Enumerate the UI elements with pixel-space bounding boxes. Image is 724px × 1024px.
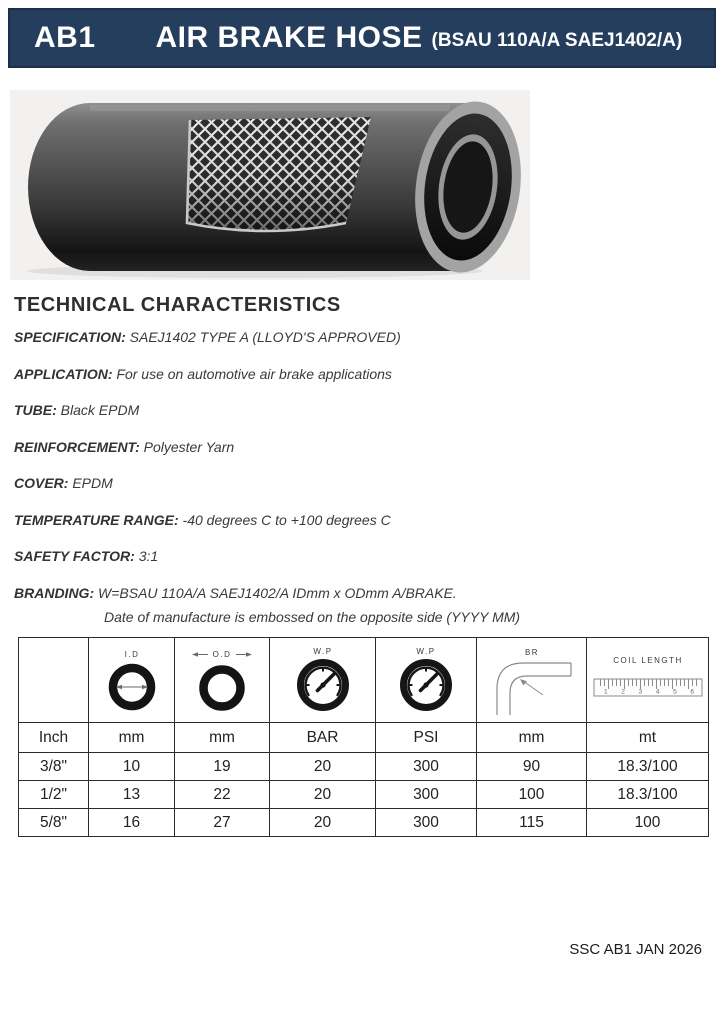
wp-psi-cell: 300	[376, 781, 477, 809]
outer-diameter-header-cell	[175, 638, 270, 723]
unit-cell: PSI	[376, 723, 477, 753]
ruler-numbers: 1 2 3 4 5 6	[603, 688, 694, 696]
unit-cell: mm	[175, 723, 270, 753]
icon-label: O.D	[212, 650, 232, 659]
section-title: TECHNICAL CHARACTERISTICS	[14, 294, 341, 316]
wp-bar-cell: 20	[270, 753, 376, 781]
inner-diameter-icon	[102, 647, 162, 713]
br-cell: 90	[477, 753, 587, 781]
id-cell: 13	[89, 781, 175, 809]
spec-label: APPLICATION:	[14, 365, 113, 382]
unit-cell: mt	[587, 723, 709, 753]
spec-label: REINFORCEMENT:	[14, 438, 140, 455]
size-cell: 5/8"	[19, 809, 89, 837]
unit-cell: mm	[89, 723, 175, 753]
spec-label: SAFETY FACTOR:	[14, 548, 135, 564]
working-pressure-bar-header-cell	[270, 638, 376, 723]
coil-length-cell: 100	[587, 809, 709, 837]
pressure-gauge-icon	[394, 645, 458, 715]
icon-label: W.P	[416, 647, 436, 656]
table-icon-row	[19, 638, 709, 723]
od-cell: 22	[175, 781, 270, 809]
icon-label: COIL LENGTH	[612, 656, 683, 665]
od-cell: 27	[175, 809, 270, 837]
spec-value: For use on automotive air brake applications	[116, 365, 392, 382]
icon-label: I.D	[124, 650, 139, 659]
od-cell: 19	[175, 753, 270, 781]
spec-value: W=BSAU 110A/A SAEJ1402/A IDmm x ODmm A/BRAKE.	[98, 584, 457, 601]
spec-temperature-range	[14, 513, 714, 528]
wp-bar-cell: 20	[270, 781, 376, 809]
hose-illustration-icon	[10, 90, 530, 280]
bend-radius-header-cell	[477, 638, 587, 723]
document-reference: SSC AB1 JAN 2026	[569, 941, 702, 958]
spec-tube	[14, 403, 714, 418]
table-row	[19, 781, 709, 809]
page-title: AIR BRAKE HOSE	[155, 21, 423, 54]
spec-value: Black EPDM	[60, 402, 140, 418]
empty-cell	[19, 638, 89, 723]
product-code: AB1	[34, 21, 96, 54]
spec-label: TEMPERATURE RANGE:	[14, 511, 179, 528]
page-subtitle: (BSAU 110A/A SAEJ1402/A)	[431, 30, 683, 51]
coil-length-cell: 18.3/100	[587, 781, 709, 809]
table-row	[19, 809, 709, 837]
outer-diameter-icon	[191, 647, 253, 713]
header-bar	[8, 8, 716, 68]
branding-note: Date of manufacture is embossed on the opposite side (YYYY MM)	[104, 609, 521, 625]
working-pressure-psi-header-cell	[376, 638, 477, 723]
size-cell: 1/2"	[19, 781, 89, 809]
wp-bar-cell: 20	[270, 809, 376, 837]
spec-branding	[14, 586, 714, 601]
spec-value: Polyester Yarn	[143, 438, 235, 455]
br-cell: 115	[477, 809, 587, 837]
br-cell: 100	[477, 781, 587, 809]
spec-value: EPDM	[72, 475, 113, 491]
spec-list	[14, 330, 714, 647]
id-cell: 16	[89, 809, 175, 837]
unit-cell: mm	[477, 723, 587, 753]
wp-psi-cell: 300	[376, 753, 477, 781]
spec-label: TUBE:	[14, 402, 57, 418]
id-cell: 10	[89, 753, 175, 781]
coil-length-header-cell	[587, 638, 709, 723]
spec-reinforcement	[14, 440, 714, 455]
spec-label: COVER:	[14, 475, 69, 491]
spec-application	[14, 367, 714, 382]
icon-label: W.P	[312, 647, 333, 656]
dimensions-table	[18, 637, 709, 837]
spec-cover	[14, 476, 714, 491]
table-row	[19, 753, 709, 781]
spec-value: -40 degrees C to +100 degrees C	[182, 511, 391, 528]
spec-label: BRANDING:	[14, 584, 95, 601]
bend-radius-icon	[487, 645, 577, 715]
size-cell: 3/8"	[19, 753, 89, 781]
unit-cell: Inch	[19, 723, 89, 753]
wp-psi-cell: 300	[376, 809, 477, 837]
icon-label: BR	[524, 648, 539, 657]
table-units-row	[19, 723, 709, 753]
coil-length-cell: 18.3/100	[587, 753, 709, 781]
inner-diameter-header-cell	[89, 638, 175, 723]
spec-specification	[14, 330, 714, 345]
spec-value: 3:1	[138, 548, 159, 564]
pressure-gauge-icon	[291, 645, 355, 715]
ruler-icon	[590, 651, 706, 709]
unit-cell: BAR	[270, 723, 376, 753]
spec-label: SPECIFICATION:	[14, 329, 126, 345]
spec-safety-factor	[14, 549, 714, 564]
spec-value: SAEJ1402 TYPE A (LLOYD'S APPROVED)	[129, 329, 401, 345]
product-image	[10, 90, 530, 280]
